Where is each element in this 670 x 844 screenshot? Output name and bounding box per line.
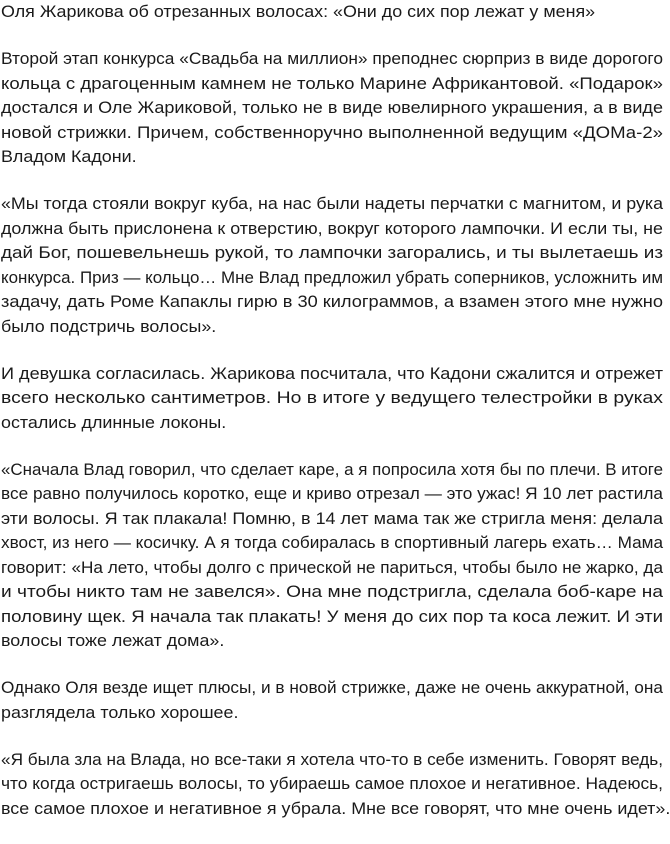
article [1, 0, 669, 844]
text-line [1, 701, 669, 726]
text-line-content: Владом Кадони. [1, 147, 137, 166]
text-line [1, 411, 669, 436]
text-line [1, 72, 669, 97]
text-line-content: Однако Оля везде ищет плюсы, и в новой стрижке, даже не очень аккуратной, она [1, 678, 663, 697]
text-line-content: волосы тоже лежат дома». [1, 631, 225, 650]
article-paragraph [1, 192, 669, 339]
text-line [1, 772, 669, 797]
text-line [1, 556, 669, 581]
text-line-content: достался и Оле Жариковой, только не в виде ювелирного украшения, а в виде [1, 98, 663, 117]
text-line [1, 386, 669, 411]
text-line-content: половину щек. Я начала так плакать! У меня до сих пор та коса лежит. И эти [1, 606, 663, 626]
text-line-content: хвост, из него — косичку. А я тогда собиралась в спортивный лагерь ехать… Мама [1, 533, 663, 552]
text-line-content: дай Бог, пошевельнешь рукой, то лампочки загорались, и ты вылетаешь из [1, 243, 663, 262]
text-line [1, 266, 669, 291]
text-line [1, 629, 669, 654]
text-line [1, 531, 669, 556]
text-line-content: все самое плохое и негативное я убрала. Мне все говорят, что мне очень идет». [1, 798, 670, 818]
article-body [1, 47, 669, 821]
text-line-content: задачу, дать Роме Капаклы гирю в 30 килограммов, а взамен этого мне нужно [1, 292, 663, 311]
text-line [1, 507, 669, 532]
text-line-content: должна быть прислонена к отверстию, вокруг которого лампочки. И если ты, не [1, 218, 663, 238]
text-line-content: что когда остригаешь волосы, то убираешь самое плохое и негативное. Надеюсь, [1, 774, 663, 793]
article-paragraph [1, 748, 669, 822]
text-line [1, 605, 669, 630]
text-line [1, 482, 669, 507]
text-line-content: «Мы тогда стояли вокруг куба, на нас были надеты перчатки с магнитом, и рука [1, 194, 663, 213]
text-line-content: новой стрижки. Причем, собственноручно выполненной ведущим «ДОМа-2» [1, 122, 663, 142]
text-line-content: эти волосы. Я так плакала! Помню, в 14 лет мама так же стригла меня: делала [1, 508, 663, 528]
article-paragraph [1, 47, 669, 170]
text-line-content: конкурса. Приз — кольцо… Мне Влад предложил убрать соперников, усложнить им [1, 267, 663, 287]
text-line [1, 315, 669, 340]
article-title [1, 0, 669, 25]
text-line [1, 676, 669, 701]
text-line-content: разглядела только хорошее. [1, 702, 239, 722]
text-line-content: и чтобы никто там не завелся». Она мне подстригла, сделала боб-каре на [1, 582, 663, 601]
text-line [1, 96, 669, 121]
text-line-content: Второй этап конкурса «Свадьба на миллион» преподнес сюрприз в виде дорогого [1, 49, 663, 68]
text-line [1, 290, 669, 315]
text-line-content: остались длинные локоны. [1, 412, 227, 432]
text-line [1, 797, 669, 822]
text-line [1, 580, 669, 605]
article-paragraph [1, 458, 669, 654]
text-line [1, 748, 669, 773]
text-line [1, 241, 669, 266]
text-line-content: всего несколько сантиметров. Но в итоге у ведущего телестройки в руках [1, 388, 663, 407]
text-line [1, 217, 669, 242]
text-line-content: «Сначала Влад говорил, что сделает каре, а я попросила хотя бы по плечи. В итоге [1, 459, 663, 479]
text-line [1, 192, 669, 217]
text-line [1, 145, 669, 170]
text-line-content: было подстричь волосы». [1, 316, 217, 336]
text-line [1, 47, 669, 72]
article-title-text: Оля Жарикова об отрезанных волосах: «Они до сих пор лежат у меня» [1, 2, 596, 21]
text-line-content: «Я была зла на Влада, но все-таки я хотела что-то в себе изменить. Говорят ведь, [1, 749, 663, 769]
text-line-content: И девушка согласилась. Жарикова посчитала, что Кадони сжалится и отрежет [1, 363, 663, 383]
text-line [1, 121, 669, 146]
text-line-content: все равно получилось коротко, еще и криво отрезал — это ужас! Я 10 лет растила [1, 484, 663, 503]
article-paragraph [1, 676, 669, 725]
article-paragraph [1, 362, 669, 436]
text-line-content: говорит: «На лето, чтобы долго с прической не париться, чтобы было не жарко, да [1, 557, 663, 577]
text-line [1, 362, 669, 387]
text-line-content: кольца с драгоценным камнем не только Марине Африкантовой. «Подарок» [1, 73, 663, 93]
text-line [1, 458, 669, 483]
